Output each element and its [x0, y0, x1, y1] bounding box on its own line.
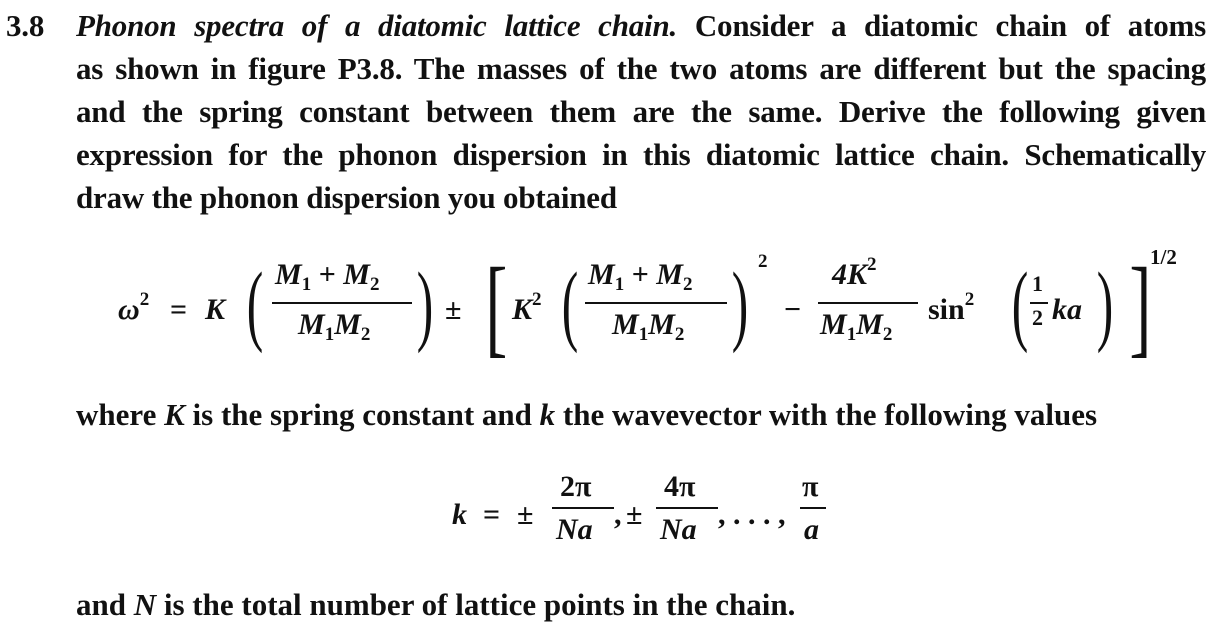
problem-line-5: draw the phonon dispersion you obtained [76, 180, 617, 215]
spring-constant-K: K [205, 293, 226, 326]
frac-pi-bar [800, 507, 826, 509]
right-paren-2: ) [731, 255, 749, 354]
frac-2pi-den: Na [556, 513, 593, 546]
half-denominator: 2 [1032, 305, 1043, 330]
sentence-and: and N is the total number of lattice points in the chain. [76, 587, 796, 622]
frac-4pi-num: 4π [664, 470, 696, 503]
half-numerator: 1 [1032, 271, 1043, 296]
frac3-bar [818, 302, 918, 304]
left-bracket: [ [485, 245, 508, 367]
frac-4pi-bar [656, 507, 718, 509]
pm-1: ± [517, 498, 534, 531]
frac-pi-den: a [804, 513, 819, 546]
problem-line-4: expression for the phonon dispersion in this diatomic lattice chain. Schematically [76, 137, 1206, 172]
frac1-bar [272, 302, 412, 304]
right-bracket: ] [1129, 245, 1152, 367]
problem-line-3: and the spring constant between them are the same. Derive the following given [76, 94, 1206, 129]
sentence-where: where K is the spring constant and k the wavevector with the following values [76, 397, 1098, 432]
wavevector-equation [0, 465, 1221, 565]
left-paren-2: ( [561, 255, 579, 354]
comma-1: , [614, 498, 622, 531]
pm-2: ± [626, 498, 643, 531]
frac1-numerator: $M_1 + M_2$ [275, 258, 380, 295]
frac-2pi-num: 2π [560, 470, 592, 503]
left-paren-3: ( [1011, 255, 1029, 354]
k-symbol: k [452, 498, 467, 531]
K-squared: $K^2$ [512, 289, 542, 326]
paren-exponent: 2 [758, 251, 768, 272]
problem-text-1: Consider a diatomic chain of atoms [694, 8, 1206, 43]
frac-4pi-den: Na [660, 513, 697, 546]
problem-line-2: as shown in figure P3.8. The masses of the two atoms are different but the spacing [76, 51, 1206, 86]
frac-pi-num: π [802, 470, 819, 503]
equals-sign: = [170, 293, 188, 326]
k-equals: = [483, 498, 501, 531]
problem-paragraph [6, 4, 1206, 219]
problem-number: 3.8 [6, 8, 45, 43]
omega-symbol: $\omega^2$ [118, 289, 150, 326]
problem-line-1 [76, 4, 1206, 47]
right-paren-3: ) [1096, 255, 1114, 354]
frac2-bar [585, 302, 727, 304]
minus-sign: − [784, 293, 802, 326]
dispersion-equation [0, 243, 1221, 383]
frac2-denominator: $M_1M_2$ [612, 308, 685, 345]
frac1-denominator: $M_1M_2$ [298, 308, 371, 345]
plus-minus: ± [445, 293, 462, 326]
frac2-numerator: $M_1 + M_2$ [588, 258, 693, 295]
right-paren-1: ) [416, 255, 434, 354]
outer-exponent: 1/2 [1150, 245, 1177, 269]
frac3-denominator: $M_1M_2$ [820, 308, 893, 345]
left-paren-1: ( [246, 255, 264, 354]
ka-product: ka [1052, 293, 1082, 326]
half-bar [1030, 302, 1048, 304]
sin-function: $\sin^2$ [928, 289, 975, 326]
problem-title: Phonon spectra of a diatomic lattice chain. [76, 8, 678, 43]
frac3-numerator: $4K^2$ [832, 254, 877, 291]
ellipsis: , . . . , [718, 498, 786, 531]
frac-2pi-bar [552, 507, 614, 509]
